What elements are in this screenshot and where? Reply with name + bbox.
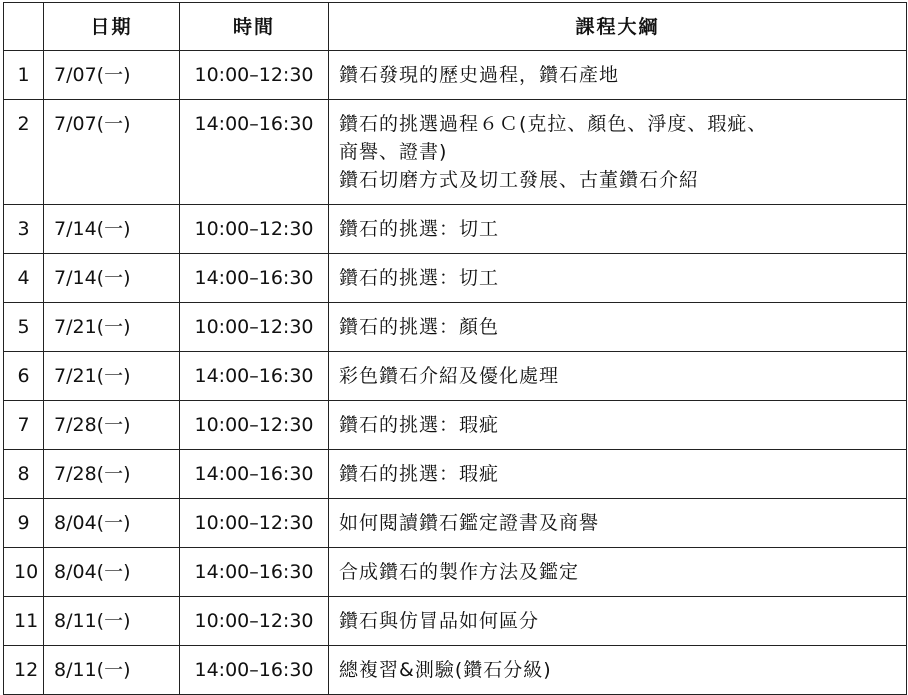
session-time: 14:00–16:30 (180, 548, 329, 597)
topic-line: 如何閱讀鑽石鑑定證書及商譽 (339, 512, 600, 534)
session-time: 14:00–16:30 (180, 100, 329, 205)
table-row (4, 352, 907, 401)
course-schedule-table (3, 2, 907, 695)
session-number: 6 (4, 352, 44, 401)
session-topic (329, 450, 907, 499)
table-row (4, 303, 907, 352)
header-no (4, 3, 44, 51)
table-row (4, 205, 907, 254)
session-time: 10:00–12:30 (180, 205, 329, 254)
topic-line: 鑽石的挑選：切工 (339, 267, 500, 289)
session-time: 14:00–16:30 (180, 450, 329, 499)
session-date: 8/04(一) (44, 499, 180, 548)
session-time: 10:00–12:30 (180, 51, 329, 100)
topic-line: 鑽石切磨方式及切工發展、古董鑽石介紹 (339, 169, 700, 191)
session-date: 7/21(一) (44, 303, 180, 352)
session-topic (329, 303, 907, 352)
session-date: 7/28(一) (44, 450, 180, 499)
session-time: 10:00–12:30 (180, 499, 329, 548)
session-date: 7/07(一) (44, 51, 180, 100)
session-topic (329, 401, 907, 450)
table-row (4, 597, 907, 646)
topic-line: 鑽石的挑選：瑕疵 (339, 463, 500, 485)
session-number: 3 (4, 205, 44, 254)
topic-line: 鑽石與仿冒品如何區分 (339, 610, 540, 632)
topic-line: 商譽、證書) (339, 141, 448, 163)
topic-line: 彩色鑽石介紹及優化處理 (339, 365, 560, 387)
topic-line: 鑽石的挑選過程６Ｃ(克拉、顏色、淨度、瑕疵、 (339, 113, 768, 135)
session-number: 11 (4, 597, 44, 646)
session-date: 7/28(一) (44, 401, 180, 450)
topic-line: 鑽石的挑選：瑕疵 (339, 414, 500, 436)
table-body (4, 51, 907, 695)
session-date: 7/07(一) (44, 100, 180, 205)
session-date: 7/14(一) (44, 205, 180, 254)
table-row (4, 646, 907, 695)
header-date: 日期 (44, 3, 180, 51)
table-row (4, 548, 907, 597)
session-number: 1 (4, 51, 44, 100)
table-row (4, 499, 907, 548)
table-row (4, 100, 907, 205)
session-number: 9 (4, 499, 44, 548)
session-number: 12 (4, 646, 44, 695)
table-row (4, 51, 907, 100)
session-number: 2 (4, 100, 44, 205)
table-row (4, 450, 907, 499)
header-time: 時間 (180, 3, 329, 51)
header-topic: 課程大綱 (329, 3, 907, 51)
topic-line: 鑽石的挑選：顏色 (339, 316, 500, 338)
session-number: 5 (4, 303, 44, 352)
topic-line: 鑽石發現的歷史過程，鑽石產地 (339, 64, 620, 86)
session-topic (329, 254, 907, 303)
session-topic (329, 100, 907, 205)
session-topic (329, 51, 907, 100)
session-time: 10:00–12:30 (180, 401, 329, 450)
topic-line: 鑽石的挑選：切工 (339, 218, 500, 240)
session-date: 7/14(一) (44, 254, 180, 303)
session-topic (329, 205, 907, 254)
session-time: 14:00–16:30 (180, 352, 329, 401)
session-date: 8/11(一) (44, 597, 180, 646)
session-topic (329, 352, 907, 401)
topic-line: 合成鑽石的製作方法及鑑定 (339, 561, 580, 583)
session-topic (329, 597, 907, 646)
session-time: 10:00–12:30 (180, 303, 329, 352)
session-date: 8/04(一) (44, 548, 180, 597)
session-number: 4 (4, 254, 44, 303)
session-time: 14:00–16:30 (180, 646, 329, 695)
session-topic (329, 499, 907, 548)
session-topic (329, 646, 907, 695)
session-date: 8/11(一) (44, 646, 180, 695)
session-time: 10:00–12:30 (180, 597, 329, 646)
table-row (4, 401, 907, 450)
session-number: 10 (4, 548, 44, 597)
session-number: 8 (4, 450, 44, 499)
session-topic (329, 548, 907, 597)
table-header (4, 3, 907, 51)
topic-line: 總複習&測驗(鑽石分級) (339, 659, 552, 681)
session-date: 7/21(一) (44, 352, 180, 401)
session-number: 7 (4, 401, 44, 450)
table-row (4, 254, 907, 303)
session-time: 14:00–16:30 (180, 254, 329, 303)
